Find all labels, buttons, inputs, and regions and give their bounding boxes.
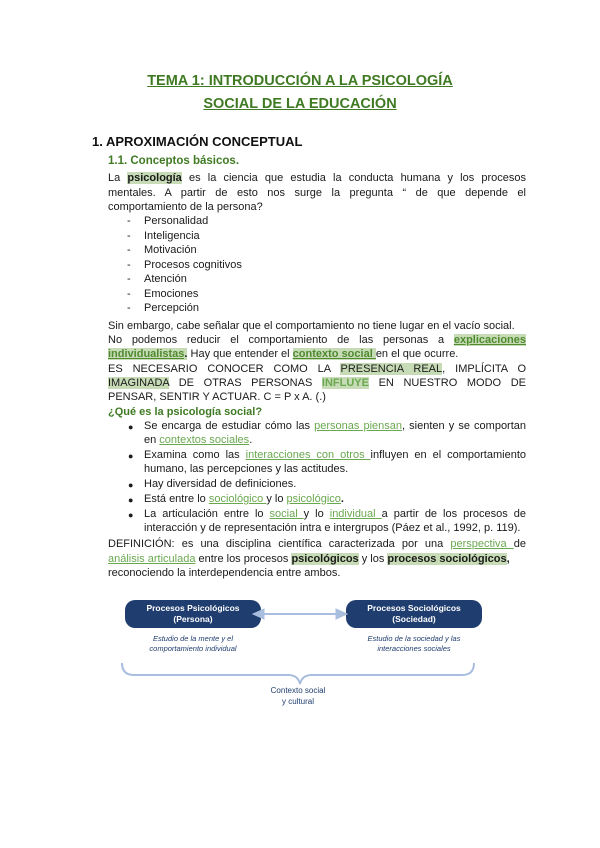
context-label: Contexto social y cultural (270, 686, 326, 706)
list-item: Procesos cognitivos (144, 258, 242, 271)
left-note: Estudio de la mente y el comportamiento individual (149, 634, 237, 653)
list-item: Percepción (144, 302, 200, 314)
paragraph-line: No podemos reducir el comportamiento de las personas a explicaciones (108, 334, 526, 346)
bullet-line: Hay diversidad de definiciones. (144, 478, 297, 490)
bullet-line: Examina como las interacciones con otros influyen en el comportamiento (144, 449, 526, 461)
list-item: Emociones (144, 287, 199, 300)
arrow-right-icon (336, 609, 347, 619)
paragraph-line: Sin embargo, cabe señalar que el comportamiento no tiene lugar en el vacío social. (108, 320, 515, 332)
definition-line: reconociendo la interdependencia entre ambos. (108, 567, 341, 579)
bullet-icon: ● (128, 480, 134, 490)
bullet-icon: ● (128, 422, 134, 432)
sociological-processes-box: Procesos Sociológicos (Sociedad) (346, 600, 482, 628)
bullet-line: Está entre lo sociológico y lo psicológico. (144, 493, 344, 505)
list-item: Personalidad (144, 215, 209, 227)
definition-line: DEFINICIÓN: es una disciplina científica caracterizada por una perspectiva de (108, 538, 526, 550)
list-item: Atención (144, 273, 187, 285)
paragraph-line: comportamiento de la persona? (108, 201, 263, 213)
bullet-icon: ● (128, 510, 134, 520)
list-dash: - (127, 244, 131, 256)
bullet-icon: ● (128, 451, 134, 461)
bullet-line: Se encarga de estudiar cómo las personas piensan, sienten y se comportan (144, 420, 527, 432)
psychological-processes-box: Procesos Psicológicos (Persona) (125, 600, 261, 628)
bullet-line: en contextos sociales. (144, 434, 253, 446)
paragraph-line: IMAGINADA DE OTRAS PERSONAS INFLUYE EN NUESTRO MODO DE (108, 377, 526, 389)
list-dash: - (127, 258, 131, 271)
page-title-line2: SOCIAL DE LA EDUCACIÓN (203, 96, 397, 112)
context-brace-icon (122, 663, 474, 684)
list-dash: - (127, 273, 131, 285)
paragraph-line: ES NECESARIO CONOCER COMO LA PRESENCIA REAL, IMPLÍCITA O (108, 363, 527, 375)
subsection-heading: 1.1. Conceptos básicos. (108, 155, 240, 167)
list-dash: - (127, 302, 131, 314)
bullet-line: humano, las percepciones y las actitudes. (144, 463, 349, 475)
right-note: Estudio de la sociedad y las interacciones sociales (367, 634, 461, 653)
paragraph-line: mentales. A partir de esto nos surge la pregunta “ de que depende el (108, 187, 526, 199)
list-dash: - (127, 287, 131, 300)
question-heading: ¿Qué es la psicología social? (108, 406, 263, 418)
list-dash: - (127, 229, 131, 242)
page-title-line1: TEMA 1: INTRODUCCIÓN A LA PSICOLOGÍA (147, 73, 453, 89)
bullet-icon: ● (128, 495, 134, 505)
bullet-line: La articulación entre lo social y lo individual a partir de los procesos de (144, 508, 526, 520)
paragraph-line: individualistas. Hay que entender el contexto social en el que ocurre. (108, 348, 459, 360)
paragraph-line: PENSAR, SENTIR Y ACTUAR. C = P x A. (.) (108, 391, 326, 403)
bullet-line: interacción y de representación intra e intergrupos (Páez et al., 1992, p. 119). (144, 522, 521, 534)
list-item: Inteligencia (144, 229, 200, 242)
definition-line: análisis articulada entre los procesos psicológicos y los procesos sociológicos, (108, 553, 510, 565)
list-item: Motivación (144, 244, 197, 256)
arrow-left-icon (253, 609, 264, 619)
section-heading: 1. APROXIMACIÓN CONCEPTUAL (92, 134, 303, 149)
list-dash: - (127, 215, 131, 227)
paragraph-line: La psicología es la ciencia que estudia la conducta humana y los procesos (108, 172, 527, 184)
highlight-psicologia: psicología (127, 172, 182, 184)
